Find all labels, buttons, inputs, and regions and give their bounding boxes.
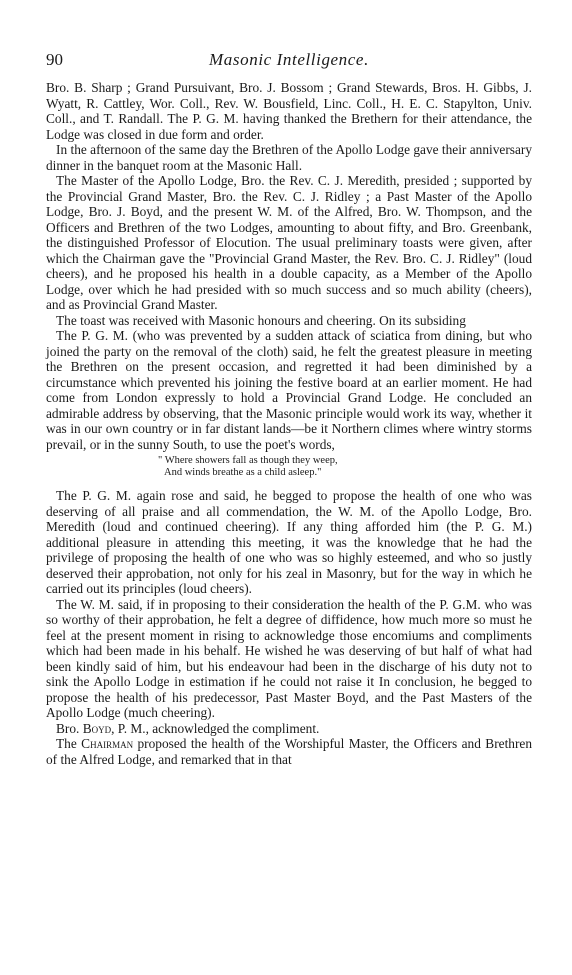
quote-line: And winds breathe as a child asleep.": [164, 467, 322, 478]
paragraph: [46, 721, 532, 737]
poem-quote: [46, 455, 532, 479]
paragraph: [46, 736, 532, 767]
paragraph: Bro. B. Sharp ; Grand Pursuivant, Bro. J. Bossom ; Grand Stewards, Bros. H. Gibbs, J. Wyatt, R. Cattley, Wor. Coll., Rev. W. Bousfield, Linc. Coll., H. E. C. Stapylton, Univ. Coll., and T. Randall. The P. G. M. having thanked the Brethern for their attendance, the Lodge was closed in due form and order.: [46, 80, 532, 142]
running-title: Masonic Intelligence.: [209, 50, 369, 69]
quote-line: " Where showers fall as though they weep,: [158, 455, 338, 466]
page-number: 90: [46, 50, 63, 69]
paragraph: The toast was received with Masonic honours and cheering. On its subsiding: [56, 312, 466, 328]
speaker-name-boyd: Boyd: [82, 720, 112, 736]
paragraph: The W. M. said, if in proposing to their consideration the health of the P. G.M. who was so worthy of their approbation, he felt a degree of diffidence, how much more so must he feel at the present moment in rising to acknowledge those encomiums and compliments which had been made in his behalf. He wished he was deserving of but half of what had been kindly said of him, but his endeavour had been in the discharge of his duty not to sink the Apollo Lodge in estimation if he could not raise it In conclusion, he begged to propose the health of his predecessor, Past Master Boyd, and the Past Masters of the Apollo Lodge (much cheering).: [46, 596, 532, 720]
speaker-name-chairman: Chairman: [81, 736, 134, 751]
paragraph: The Master of the Apollo Lodge, Bro. the Rev. C. J. Meredith, presided ; supported by the Provincial Grand Master, Bro. the Rev. C. J. Ridley ; a Past Master of the Apollo Lodge, Bro. J. Boyd, and the present W. M. of the Alfred, Bro. W. Thompson, and the Officers and Brethren of the two Lodges, amounting to about fifty, and Bro. Greenbank, the distinguished Professor of Elocution. The usual preliminary toasts were given, after which the Chairman gave the "Provincial Grand Master, the Rev. Bro. C. J. Ridley" (loud cheers), and he proposed his health in a double capacity, as a Member of the Apollo Lodge, over which he had presided with so much success and so much ability (cheers), and as Provincial Grand Master.: [46, 173, 532, 312]
paragraph: The P. G. M. (who was prevented by a sudden attack of sciatica from dining, but who joined the party on the removal of the cloth) said, he felt the greatest pleasure in meeting the Brethren on the present occasion, and regretted it had been diminished by a circumstance which prevented his joining the festive board at an earlier moment. He had come from London expressly to hold a Provincial Grand Lodge. He concluded an admirable address by observing, that the Masonic principle would work its way, whether it was in our own country or in far distant lands—be it Northern climes where wintry storms prevail, or in the sunny South, to use the poet's words,: [46, 328, 532, 452]
article-body: [46, 80, 532, 767]
paragraph: The P. G. M. again rose and said, he begged to propose the health of one who was deserving of all praise and all commendation, the W. M. of the Apollo Lodge, Bro. Meredith (loud and continued cheering). If any thing afforded him (the P. G. M.) additional pleasure in attending this meeting, it was the knowledge that he had the privilege of proposing the health of one who was so highly esteemed, and who so justly deserved their approbation, not only for his zeal in Masonry, but for the way in which he carried out its principles (loud cheers).: [46, 488, 532, 596]
boyd-prefix: Bro.: [56, 720, 83, 736]
boyd-text: , P. M., acknowledged the compliment.: [111, 720, 320, 736]
page: [46, 50, 532, 767]
paragraph: In the afternoon of the same day the Brethren of the Apollo Lodge gave their anniversary dinner in the banquet room at the Masonic Hall.: [46, 142, 532, 173]
page-header: [46, 50, 532, 72]
chairman-prefix: The: [56, 736, 82, 751]
chairman-text: proposed the health of the Worshipful Master, the Officers and Brethren of the Alfred Lodge, and remarked that in that: [46, 736, 532, 767]
